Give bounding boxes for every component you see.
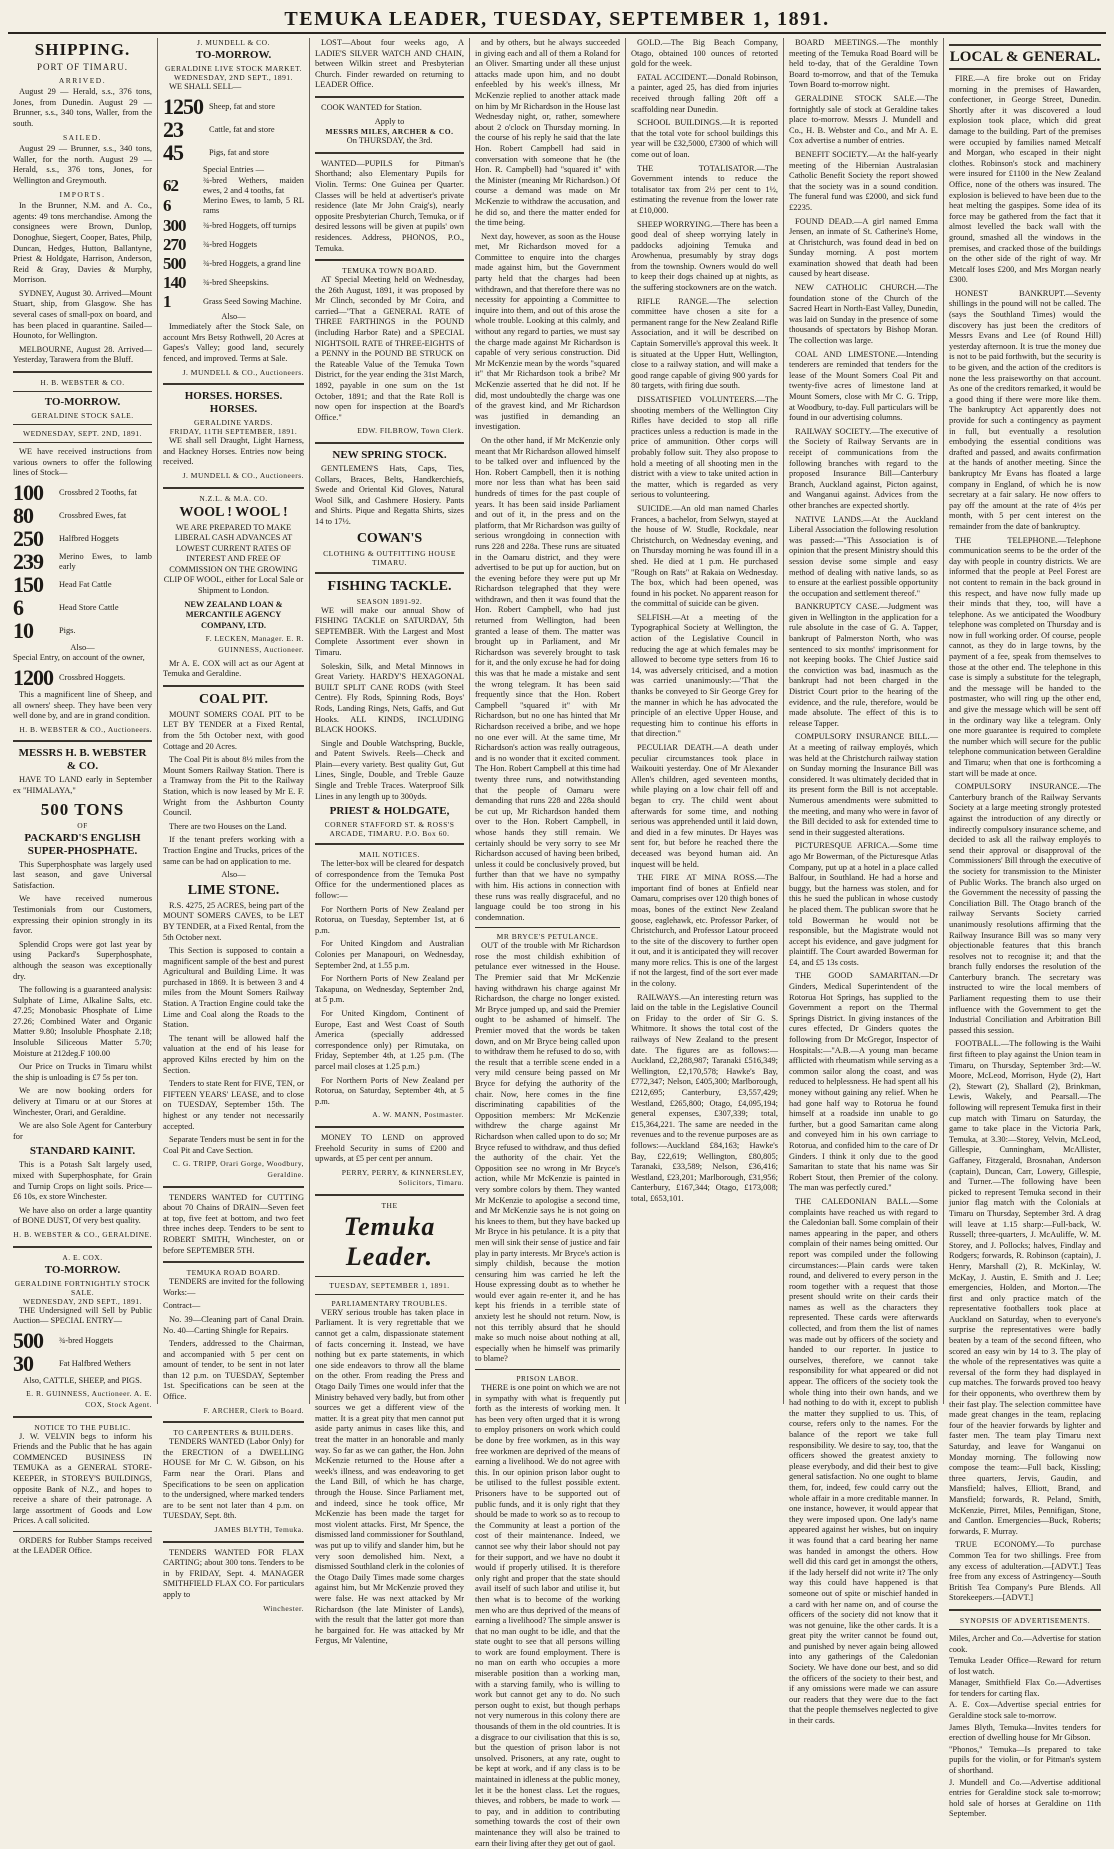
webster-intro: WE have received instructions from various owners to offer the following lines of Stock— [13, 447, 152, 478]
mundell-date: WEDNESDAY, 2ND SEPT., 1891. [174, 73, 293, 82]
fishing-firm: PRIEST & HOLDGATE, [329, 805, 450, 818]
sydney-text: SYDNEY, August 30. Arrived—Mount Stuart, ship, from Glasgow. She has several cases of small-pox on board, and has been placed in quarantine. Sailed—Hounoto, for Wellington. [13, 288, 152, 341]
mail-body6: For Northern Ports of New Zealand per Rotorua, on Saturday, September 4th, at 5 p.m. [315, 1075, 464, 1106]
lot-number: 1200 [13, 665, 53, 690]
road-board-head: TEMUKA ROAD BOARD. [186, 1268, 281, 1278]
local-caledonian: THE CALEDONIAN BALL.—Some complaints have reached us with regard to the Caledonian ball. Some complain of their names appearing in the paper, and others complain of their names being omitted. Our report was compiled under the following circumstances:—Plain cards were taken round, and delivered to every person in the room together with a request that those present should write on their cards their names as well as the characters they represented. These cards were afterwards collected, and from them the list of names was made out by officers of the society and handed to our reporter. In justice to ourselves, therefore, we cannot take responsibility for what appeared or did not appear. The officers of the society took the whole thing into their own hands, and we had nothing to do with it, except to publish the matter they supplied to us. This, of course, refers only to the names. For the balance of the report we take full responsibility. We desire to say, too, that the officers showed the greatest anxiety to please everybody, and did their best to give general satisfaction. No one ought to blame them, for, indeed, few could carry out the whole affair in a more creditable manner. In one instance, however, it would appear that they were imposed upon. One lady's name appeared against her wishes, but on inquiry it was found that a card bearing her name was handed in amongst the others. How well did this card get in amongst the others, if the lady herself did not write it? The only way this could have happened is that someone out of spite or mischief handed in a card with her name on, and of course the officers of the society did not know that it was not genuine, like the other cards. It is a great pity the writer cannot be found out, and punished by never again being allowed into any gatherings of the Caledonian Society. We have done our best, and so did the officers of the society to their best, and if any omissions were made we can assure our readers that they were due to the fact that the people themselves neglected to give in their cards. [789, 1196, 938, 1726]
coal-lime-notice: COAL AND LIMESTONE.—Intending tenderers are reminded that tenders for the lease of the Mount Somers Coal Pit and twenty-five acres of limestone land at Mount Somers, close with Mr C. G. Tripp, at Woodbury, to-day. Full particulars will be found in our advertising columns. [789, 349, 938, 423]
lime-body5: Separate Tenders must be sent in for the Coal Pit and Cave Section. [163, 1135, 304, 1155]
wool-firm: N.Z.L. & M.A. CO. [199, 493, 268, 503]
lot-desc: ¾-bred Hoggets [203, 239, 257, 249]
local-true-economy: TRUE ECONOMY.—To purchase Common Tea for two shillings. Free from any excess of adulteration.—[ADVT.] Teas free from any excess of Astringency—South British Tea Company's Pure Blends. All Storekeepers.—[ADVT.] [949, 1540, 1101, 1603]
mundell-signoff: J. MUNDELL & CO., Auctioneers. [182, 367, 304, 377]
divider [315, 152, 464, 154]
divider [475, 927, 620, 928]
divider [13, 424, 152, 425]
stock-lot [163, 196, 304, 215]
divider [163, 1421, 304, 1423]
horses-date: FRIDAY, 11TH SEPTEMBER, 1891. [169, 427, 298, 437]
masthead: TEMUKA LEADER, TUESDAY, SEPTEMBER 1, 1891. [8, 6, 1106, 34]
super-intro: HAVE TO LAND early in September ex "HIMALAYA," [13, 775, 152, 795]
local-suicide: SUICIDE.—An old man named Charles Frances, a bachelor, from Selwyn, stayed at the house of W. Studle, Rockdale, near Christchurch, on Wednesday evening, and on Thursday morning he was found ill in a shed. He died at 1 p.m. He purchased "Rough on Rats" at Rakaia on Wednesday. The box, which had been opened, was found in his pocket. No apparent reason for the committal of suicide can be given. [631, 503, 778, 609]
stock-lot [13, 617, 152, 643]
cook-firm: MESSRS MILES, ARCHER & CO. [325, 127, 454, 137]
fishing-body3: Single and Double Watchspring, Buckle, and Patent Swivels. Reels—Check and Plain—every variety. Best quality Gut, Gut Lines, Single, Double, and Treble Gauze Single and Treble Traces. Waterproof Silk Lines in any length up to 300yds. [315, 738, 464, 801]
money-to-lend: MONEY TO LEND on approved Freehold Security in sums of £200 and upwards, at £5 per cent per annum. [315, 1132, 464, 1164]
flax-tender: TENDERS WANTED FOR FLAX CARTING; about 300 tons. Tenders to be in by FRIDAY, Sept. 4. MANAGER SMITHFIELD FLAX CO. For particulars apply to [163, 1547, 304, 1599]
divider [163, 685, 304, 687]
lot-number: 10 [13, 617, 33, 643]
lime-signoff: C. G. TRIPP, Orari Gorge, Woodbury, Geraldine. [172, 1159, 304, 1179]
local-compulsory-ins: COMPULSORY INSURANCE.—The Canterbury branch of the Railway Servants Society at a large meeting strongly protested against the introduction of any directly or indirectly compulsory insurance scheme, and decided to ask all the railway employés to send their approval or disapproval of the Commissioners' Bill through the executive of the society for transmission to the Minister of Public Works. The branch also urged on the Government the necessity of passing the Conciliation Bill. The Otago branch of the railway Servants Society carried unanimously resolutions affirming that the Railway Insurance Bill was so many very objectionable features that this branch resolves not to recognise it; and that the branch fully endorses the resolution of the Canterbury branch. The secretary was instructed to wire the local members of Parliament requesting them to use their influence with the Government to get the Industrial Conciliation and Arbitration Bill passed this session. [949, 782, 1102, 1035]
column-6 [784, 38, 944, 1726]
lot-desc: ¾-bred Hoggets, off turnips [203, 220, 297, 230]
divider [949, 1609, 1101, 1611]
lot-number: 1250 [163, 93, 203, 119]
stock-lot [13, 479, 152, 505]
lot-desc: Crossbred Hoggets. [59, 673, 126, 683]
imports-text: In the Brunner, N.M. and A. Co., agents: 49 tons merchandise. Among the consignees were Brown, Dunlop, Donoghue, Siegert, Cooper, Bates, Philp, Duncan, Hedges, Hutton, Ballantyne, Priest & Holdgate, Harrison, Anderson, Reid & Gray, Davies & Murphy, Morrison. [13, 201, 152, 285]
stock-lot [13, 548, 152, 574]
sailed-label: SAILED. [62, 132, 103, 142]
cox-lots [13, 1327, 152, 1376]
mundell-land: Immediately after the Stock Sale, on account Mrs Betsy Rothwell, 20 Acres at Gapes's Valley; good land, securely fenced, and improved. Terms at Sale. [163, 322, 304, 363]
local-school: SCHOOL BUILDINGS.—It is reported that the total vote for school buildings this year will be £32,5000, £7300 of which will come out of loan. [631, 118, 778, 159]
local-picturesque: PICTURESQUE AFRICA.—Some time ago Mr Bowerman, of the Picturesque Atlas Company, put up at a hotel in a place called Balfour, in Southland. He had a horse and buggy, but the harness was stolen, and for this he sued the publican in whose custody he placed them. The publican swore that he told Bowerman he would not be responsible, but the Magistrate would not accept his evidence, and gave judgment for plaintiff. The Court awarded Bowerman for £4, and £5 13s costs. [789, 841, 938, 967]
horses-signoff: J. MUNDELL & CO., Auctioneers. [182, 470, 304, 480]
divider [315, 442, 464, 444]
new-church: NEW CATHOLIC CHURCH.—The foundation stone of the Church of the Sacred Heart in North-East Valley, Dunedin, was laid on Sunday in the presence of some thousands of spectators by Bishop Moran. The collection was large. [789, 283, 938, 346]
synopsis-item: Temuka Leader Office—Reward for return of lost watch. [949, 1656, 1101, 1676]
bryce-p1: OUT of the trouble with Mr Richardson rose the most childish exhibition of petulance ever witnessed in the House. The Premier said that Mr McKenzie having withdrawn his charge against Mr Richardson, the charge no longer existed. Mr Bryce jumped up, and said the Premier ought to be ashamed of himself. The Premier moved that the words be taken down, and on Mr Bryce being called upon to withdraw them he refused to do so, with the result that a terrible scene ended in a very mild censure being passed on Mr Bryce for defying the authority of the chair. Now, here comes in the fine discriminating capabilities of the Opposition members: Mr McKenzie withdrew the charge against Mr Richardson when called upon to do so; Mr Bryce refused to withdraw, and thus defied the authority of the chair. Yet the Opposition see no wrong in Mr Bryce's action, while Mr McKenzie is painted in very sombre colors by them. They wanted Mr McKenzie to apologise a second time, and Mr McKenzie says he is not going on his knees to them, but they have backed up Mr Bryce in his petulance. It is a pity that men will sink their sense of justice and fair play in party interests. Mr Bryce's action is simply childish, because the motion censuring him was carried he left the House expressing doubt as to whether he would ever again re-enter it, and he has kept his friends in a terrible state of anxiety lest he should not return. Now, is not this terribly absurd that he should make so much noise about nothing at all, especially when he himself was primarily to blame? [475, 941, 620, 1364]
fishing-body1: WE will make our annual Show of FISHING TACKLE on SATURDAY, 5th SEPTEMBER. With the Largest and Most Complete Assortment ever shown in Timaru. [315, 605, 464, 657]
lot-number: 45 [163, 139, 183, 165]
synopsis-item: Miles, Archer and Co.—Advertise for station cook. [949, 1633, 1101, 1654]
synopsis-item: "Phonos," Temuka—Is prepared to take pupils for the violin, or for Pitman's system of shorthand. [949, 1744, 1101, 1776]
local-fire-hawarden: FIRE.—A fire broke out on Friday morning in the premises of Hawarden, confectioner, in George Street, Dunedin. Shortly after it was discovered a loud explosion took place, which did great damage to the building. Part of the premises were occupied by families named Metcalf and Morgan, who escaped in their night clothes. Robinson's stock and machinery were insured for £1100 in the New Zealand Office, none of the others was insured. The explosion is believed to have been due to the heat melting the gaspipes. Some idea of its force may be gathered from the fact that it almost levelled the back wall with the ground, smashed all the windows in the premises, and cracked those of the buildings on the other side of the right of way. Mr Metcalf loses £200, and Mrs Morgan nearly £300. [949, 74, 1101, 285]
fishing-head: FISHING TACKLE. [327, 578, 452, 594]
local-dissatisfied: DISSATISFIED VOLUNTEERS.—The shooting members of the Wellington City Rifles have decided to stop all rifle practices unless a reduction is made in the price of ammunition. Other corps will probably follow suit. They also propose to hold a meeting of all shooting men in the district with a view to take united action in the matter, which is regarded as very serious to volunteering. [631, 395, 778, 500]
melbourne-text: MELBOURNE, August 28. Arrived—Yesterday, Tarawera from the Bluff. [13, 344, 152, 365]
divider [163, 1261, 304, 1263]
columns [8, 38, 1106, 1848]
lot-number: 30 [13, 1350, 33, 1376]
fishing-body2: Soleskin, Silk, and Metal Minnows in Great Variety. HARDY'S HEXAGONAL BUILT SPLIT CANE RODS (with Steel Centre). Fly Rods, Spinning Rods, Boys' Rods, Landing Rings, Nets, Gaffs, and Gut Hooks. ALL KINDS, INCLUDING BLACK HOOKS. [315, 661, 464, 735]
divider [315, 572, 464, 574]
lot-number: 300 [163, 215, 186, 235]
cox-also: Also, CATTLE, SHEEP, and PIGS. [23, 1375, 142, 1385]
lot-desc: ¾-bred Wethers, maiden ewes, 2 and 4 tooths, fat [203, 176, 304, 195]
synopsis-head: SYNOPSIS OF ADVERTISEMENTS. [959, 1615, 1091, 1625]
lost-watch: LOST—About four weeks ago, A LADIE'S SILVER WATCH AND CHAIN, between Wilkin street and Presbyterian Church. Finder rewarded on returning to LEADER Office. [315, 38, 464, 90]
cowan-firm-sub: CLOTHING & OUTFITTING HOUSE TIMARU. [323, 548, 456, 567]
lot-number: 500 [163, 253, 186, 273]
cox-head: TO-MORROW. [44, 1263, 121, 1276]
horses-body: WE shall sell Draught, Light Harness, and Hackney Horses. Entries now being received. [163, 436, 304, 467]
stock-lot [13, 525, 152, 551]
cowan-head: NEW SPRING STOCK. [332, 449, 447, 461]
lot-desc: Merino Ewes, to lamb early [59, 552, 152, 571]
divider [163, 1186, 304, 1188]
stock-lot [163, 93, 304, 119]
super-tons: 500 TONS [40, 799, 125, 819]
stock-lot [163, 293, 304, 311]
divider [163, 1541, 304, 1543]
stock-lot [163, 236, 304, 254]
lot-desc: Merino Ewes, to lamb, 5 RL rams [203, 196, 304, 215]
road-board-body: Tenders, addressed to the Chairman, and accompanied with 5 per cent on amount of tender, to be sent in not later than 12 p.m. on TUESDAY, September 1st. Specifications can be seen at the Office. [163, 1339, 304, 1402]
money-signoff: PERRY, PERRY, & KINNERSLEY, Solicitors, Timaru. [341, 1167, 464, 1188]
coal-also: Also— [221, 870, 246, 880]
rubber-stamps: ORDERS for Rubber Stamps received at the LEADER Office. [13, 1535, 152, 1556]
cox-sub: GERALDINE FORTNIGHTLY STOCK SALE. [14, 1278, 151, 1297]
found-dead: FOUND DEAD.—A girl named Emma Jensen, an inmate of St. Catherine's Home, at Christchurch, was found dead in bed on Sunday morning. A post mortem examination showed that death had been caused by heart disease. [789, 216, 938, 279]
lot-desc: ¾-bred Hoggets [59, 1335, 113, 1345]
cox-date: WEDNESDAY, 2ND SEPT., 1891. [23, 1296, 142, 1306]
mundell-special-label: Special Entries — [203, 164, 264, 174]
divider [315, 1126, 464, 1128]
divider [13, 442, 152, 443]
mail-body2: For Northern Ports of New Zealand per Rotorua, on Tuesday, September 1st, at 6 p.m. [315, 904, 464, 935]
super-body1: This Superphosphate was largely used last season, and gave Universal Satisfaction. [13, 859, 152, 890]
local-good-samaritan: THE GOOD SAMARITAN.—Dr Ginders, Medical Superintendent of the Rotorua Hot Springs, has supplied to the Government a report on the Thermal Springs District. In giving instances of the cures effected, Dr Ginders quotes the following from Dr McGregor, Inspector of Hospitals:—"A.B.—A young man became afflicted with rheumatism while serving as a common sailor along the coast, and was reduced to helplessness. He had spent all his money without gaining any relief. When he had gone half way to Rotorua he found himself at a roadside inn unable to go further, but a good Samaritan came along and conveyed him in his own carriage to Rotorua, and confided him to the care of Dr Ginders. I think it only due to the good Samaritan to state that his name was Sir Robert Stout, then Premier of the colony. The man was perfectly cured." [789, 971, 938, 1193]
divider [315, 843, 464, 845]
super-kainit: STANDARD KAINIT. [29, 1145, 136, 1158]
lot-number: 6 [13, 594, 23, 620]
divider [13, 740, 152, 742]
super-of: OF [77, 820, 88, 830]
divider [13, 1416, 152, 1418]
webster-special-lot [13, 667, 152, 689]
wool-agency: NEW ZEALAND LOAN & MERCANTILE AGENCY COMPANY, LTD. [184, 599, 283, 630]
webster-date: WEDNESDAY, SEPT. 2ND, 1891. [23, 429, 142, 439]
column-4 [470, 38, 626, 1848]
stock-lot [163, 176, 304, 195]
mundell-intro: WE SHALL SELL— [169, 82, 242, 91]
divider [315, 1194, 464, 1196]
mail-signoff: A. W. MANN, Postmaster. [372, 1110, 464, 1120]
cowan-firm: COWAN'S [356, 530, 423, 546]
bankruptcy-case: BANKRUPTCY CASE.—Judgment was given in Wellington in the application for a rule absolute in the case of G. A. Tapper, bankrupt of Palmerston North, who was sentenced to six months' imprisonment for not keeping books. The Chief Justice said the conviction was bad, inasmuch as the bankrupt had not been charged in the District Court prior to the hearing of the evidence, and the rule, therefore, would be made absolute. The effect of this is to release Tapper. [789, 602, 938, 728]
lime-body1: R.S. 4275, 25 ACRES, being part of the MOUNT SOMERS CAVES, to be LET BY TENDER, at a Fixed Rental, from the 5th October next. [163, 900, 304, 942]
wool-head: WOOL ! WOOL ! [179, 504, 288, 520]
road-board-items: No. 39—Cleaning part of Canal Drain. No. 40—Carting Shingle for Repairs. [163, 1314, 304, 1335]
notice-head: NOTICE TO THE PUBLIC. [34, 1422, 131, 1432]
sailed-text: August 29 — Brunner, s.s., 340 tons, Waller, for the north. August 29 — Herald, s.s., 376 tons, Jones, for Wellington and Greymouth. [13, 144, 152, 185]
fishing-season: SEASON 1891-92. [356, 596, 423, 606]
column-2 [158, 38, 310, 1613]
super-price: Our Price on Trucks in Timaru whilst the ship is unloading is £7 5s per ton. [13, 1062, 152, 1082]
carpenters-signoff: JAMES BLYTH, Temuka. [214, 1525, 304, 1534]
leader-the: THE [381, 1200, 398, 1210]
divider [475, 1369, 620, 1370]
horses-sub: GERALDINE YARDS. [194, 418, 273, 428]
lot-desc: ¾-bred Sheepskins. [203, 277, 269, 287]
lime-body2: This Section is supposed to contain a magnificent sample of the best and purest Agricultural and Building Lime. It was purchased in 1869. It is between 3 and 4 miles from the Mount Somers Railway Station. A Traction Engine could take the Lime and Coal along the Roads to the Station. [163, 946, 304, 1030]
stock-lot [163, 116, 304, 142]
local-railways: RAILWAYS.—An interesting return was laid on the table in the Legislative Council on Friday to the order of Sir G. S. Whitmore. It shows the total cost of the railways of New Zealand to the present date. The figures are as follows:—Auckland, £2,288,987; Taranaki £516,349; Wellington, £2,170,578; Hawke's Bay, £772,347; Nelson, £405,300; Marlborough, £212,695; Canterbury, £3,557,429; Westland, £265,800; Otago, £4,095,194; general expenses, £307,339; total, £15,364,221. The same are needed in the revenues and to the revenue purposes are as follows:—Auckland £84,163; Hawke's Bay, £22,619; Wellington, £80,805; Taranaki, £33,589; Nelson, £36,416; Westland, £23,201; Marlborough, £31,956; Canterbury, £167,344; Otago, £173,008; total, £653,101. [631, 992, 778, 1203]
lot-number: 1 [163, 291, 171, 311]
divider [315, 1294, 464, 1295]
benefit-society: BENEFIT SOCIETY.—At the half-yearly meeting of the Hibernian Australasian Catholic Benefit Society the report showed that the society was in a sound condition. The funeral fund was £2000, and sick fund £2235. [789, 149, 938, 212]
mundell-firm: J. MUNDELL & CO. [197, 38, 270, 47]
arrived-text: August 29 — Herald, s.s., 376 tons, Jones, from Dunedin. August 29 — Brunner, s.s., 340 tons, Waller, from the south. [13, 87, 152, 128]
road-board-contract: Contract— [163, 1301, 201, 1311]
mail-head: MAIL NOTICES. [359, 850, 420, 860]
lot-number: 6 [163, 195, 171, 215]
lot-desc: Crossbred 2 Tooths, fat [59, 488, 137, 498]
leader-name: Temuka Leader. [343, 1211, 436, 1271]
editorial-p1: VERY serious trouble has taken place in Parliament. It is very regrettable that we cannot get a calm, dispassionate statement of facts concerning it. Instead, we have nothing but ex parte statements, in which one side endeavors to throw all the blame on the other. From reading the Press and Otago Daily Times one would infer that the Ministry behaved very badly, but from other sources we get a different view of the matter. It is a great pity that men cannot put aside party animus in cases like this, and treat the matter in an honorable and manly way. So far as we can gather, the Hon. John McKenzie returned to the House after a week's illness, and was endeavoring to get the Land Bill, of which he has charge, through the House. Since Parliament met, and indeed, since he took office, Mr McKenzie has been made the target for most violent attacks. First, Mr Spence, the dismissed land commissioner for Southland, was put up to vilify and slander him, but he very soon demolished him. Next, a dismissed Southland clerk in the colonies of the Otago Daily Times made some charges against him, but Mr McKenzie proved they were false. He was next attacked by Mr Richardson (the late Minister of Lands), with the result that the latter got more than he bargained for. He was attacked by Mr Fergus, Mr Valentine, [315, 1307, 464, 1646]
mundell-special-lots [163, 176, 304, 310]
webster-sub: GERALDINE STOCK SALE. [31, 411, 134, 421]
divider [13, 1246, 152, 1248]
mundell-lots [163, 93, 304, 165]
lot-number: 100 [13, 479, 43, 505]
lot-number: 62 [163, 175, 178, 195]
column-7 [944, 38, 1106, 1819]
divider [315, 96, 464, 98]
local-honest: HONEST BANKRUPT.—Seventy shillings in the pound will not be called. The (says the Southland Times) would the discovery has just been the creditors of Messrs Evans and Lee (of Round Hill) yesterday afternoon. It is true the money due is not to be paid forthwith, but the security is to be given, and the action of the creditors is none the less praiseworthy on that account. As one of the creditors remarked, it would be a good thing if there were more like them. The bankruptcy Act apparently does not provide for such a contingency as payment in full, but eventually a resolution embodying the essential conditions was drafted and passed, and awaits confirmation at the hands of another meeting. Since the bankruptcy Mr Evans has floated a large company in England, of which he is now secretary at a fair salary. He now offers to pay off the amount at the rate of 4½s per month, with 5 per cent interest on the remainder from the date of bankruptcy. [949, 288, 1101, 531]
stock-lot [163, 139, 304, 165]
editorial-p4: On the other hand, if Mr McKenzie only meant that Mr Richardson allowed himself to be talked over and influenced by the Hon. Robert Campbell, then it is nothing more nor less than what has been said hundreds of times for the past couple of years. It has been said inside Parliament and out of it, in the press and on the platform, that Mr Richardson was guilty of serious wrongdoing in connection with runs 228 and 228a. These runs are situated in the Oamaru district, and they were advertised to be put up for auction, but on the evening before they were put up Mr Richardson telegraphed that they were withdrawn, and then it was found that the Hon. Robert Campbell, who had just returned from Wellington, had been granted a lease of them. The matter was brought up in Parliament, and Mr Richardson was severely brought to task for it, and the only excuse he had for doing this was that he made a mistake and sent the wrong telegram. It has been said frequently since that the Hon. Robert Campbell "squared it" with Mr Richardson, but no one has hinted that Mr Richardson received a bribe, and we hope no one ever will. At the same time, Mr Richardson's action was really outrageous, and is no wonder that it excited comment. The Hon. Robert Campbell at this time had twenty three runs, and notwithstanding that the people of Oamaru were demanding that runs 228 and 228a should be cut up, Mr Richardson handed them over to the Hon. Robert Campbell, in whose hands they still remain. We certainly should be very sorry to see Mr Richardson accused of having been bribed, unless it could be conclusively proved, but further than that we have no sympathy with him. His actions in connection with these runs was really disgraceful, and no language could be too strong in his condemnation. [475, 435, 620, 922]
mundell-sub: GERALDINE LIVE STOCK MARKET. [164, 64, 303, 73]
town-board-head: TEMUKA TOWN BOARD. [342, 266, 437, 276]
coal-head: COAL PIT. [199, 691, 268, 707]
drain-tender: TENDERS WANTED for CUTTING about 70 Chains of DRAIN—Seven feet at top, five feet at bottom, and two feet three inches deep. Tenders to be sent to ROBERT SMITH, Winchester, on or before SEPTEMBER 5TH. [163, 1192, 304, 1255]
lot-desc: Crossbred Ewes, fat [59, 511, 127, 521]
mail-body4: For Northern Ports of New Zealand per Takapuna, on Wednesday, September 2nd, at 5 p.m. [315, 974, 464, 1005]
wool-signoff: F. LECKEN, Manager. E. R. GUINNESS, Auctioneer. [205, 634, 304, 655]
native-lands: NATIVE LANDS.—At the Auckland Liberal Association the following resolution was passed:—"This Association is of opinion that the present Ministry should this session devise some simple and easy method of dealing with native lands, so as to ensure at the earliest possible opportunity the occupation and settlement thereof." [789, 514, 938, 598]
webster-head: TO-MORROW. [44, 396, 121, 409]
stock-lot [163, 274, 304, 292]
lot-number: 250 [13, 525, 43, 551]
mundell-also: Also— [221, 311, 246, 321]
flax-signoff: Winchester. [263, 1603, 304, 1613]
super-body3: Splendid Crops were got last year by using Packard's Superphosphate, although the season was exceptionally dry. [13, 939, 152, 981]
stock-lot [13, 571, 152, 597]
synopsis-item: J. Mundell and Co.—Advertise additional entries for Geraldine stock sale to-morrow; hold sale of horses at Geraldine on 11th September. [949, 1777, 1101, 1819]
geraldine-stock: GERALDINE STOCK SALE.—The fortnightly sale of stock at Geraldine takes place to-morrow. Messrs J. Mundell and Co., H. B. Webster and Co., and Mr A. E. Cox advertise a number of entries. [789, 93, 938, 146]
lime-head: LIME STONE. [187, 882, 280, 898]
cox-intro: THE Undersigned will Sell by Public Auction— SPECIAL ENTRY— [13, 1305, 152, 1326]
lot-number: 140 [163, 272, 186, 292]
stock-lot [13, 594, 152, 620]
local-football: FOOTBALL.—The following is the Waihi first fifteen to play against the Union team in Timaru, on Thursday, September 3rd:—W. Moore, McLeod, Morrison, Hyde (2), Hart (2), Stewart (2), Shallard (2), Brinkman, Lewis, Wakely, and Pearsall.—The following will represent Temuka first in their cup match with Timaru on Saturday, the game to take place in the Victoria Park, Temuka, at 3.30:—Storey, Velvin, McLeod, Gillespie, Cunningham, McAllister, Gaffaney, Fitzgerald, Brosnahan, Anderson (captain), Duncan, Carr, Lowery, Gillespie, and Turner.—The following have been picked to represent Temuka second in their junior flag match with the Colonials at Timaru on Thursday, September 3rd. A drag will leave at 1.15 sharp:—Full-back, W. Russell; three-quarters, J. McAuliffe, W. M. Storey, and J. Pollocks; halves, Findlay and Rodgers; forwards, R. Robinson (captain), J. Henry, Marshall (2), R. McKinlay, W. McKay, J. Austin, E. Smith and J. Lee; emergencies, Holden, and Morton.—The first and only practice match of the representative footballers took place at Auckland on Saturday, when to everyone's surprise the representatives were badly beaten by a team of the second fifteen, who scored an easy win by 14 to 3. The play of the whole of the representatives was quite a reversal of the form they had displayed in cup matches. The forwards proved too heavy for their opponents, who overthrew them by their fast play. The selection committee have made great changes in the team, replacing four of the heavier forwards by lighter and faster men. The team play Timaru next Saturday, and leave for Wanganui on Monday morning. The following now compose the team:—Full back, Kissling; three quarters, Jervis, Gaudin, and Mansfield; halves, Elliott, Brand, and Mansfield; forwards, R. Peland, Smith, McKenzie, Pirret, Miles, Pennifigan, Stone, and Cantlon. Emergencies—Buck, Roberts; forwards, F. Murray. [949, 1039, 1101, 1536]
imports-label: IMPORTS. [59, 189, 106, 199]
town-board-signoff: EDW. FILBROW, Town Clerk. [357, 426, 464, 436]
railway-society: RAILWAY SOCIETY.—The executive of the Society of Railway Servants are in receipt of communications from the following branches with regard to the proposed Insurance Bill—Canterbury Branch, Auckland against, Picton against, and Wanganui against. Advices from the other branches are expected shortly. [789, 426, 938, 510]
coal-body2: The Coal Pit is about 8½ miles from the Mount Somers Railway Station. There is a Tramway from the Pit to the Railway Station, which is now leased by Mr E. F. Wright from the Ashburton County Council. [163, 755, 304, 818]
divider [163, 383, 304, 385]
compulsory-bill: COMPULSORY INSURANCE BILL.—At a meeting of railway employés, which was held at the Christchurch railway station on Sunday morning the Insurance Bill was considered. It was ultimately decided that in its present form the Bill is not acceptable. Numerous amendments were submitted to the meeting, and many who were in favor of the Bill decided to ask for extended time to send in their suggested alterations. [789, 732, 938, 837]
lot-desc: Pigs. [59, 626, 76, 636]
leader-date: TUESDAY, SEPTEMBER 1, 1891. [329, 1280, 450, 1290]
synopsis-item: A. E. Cox—Advertise special entries for Geraldine stock sale to-morrow. [949, 1700, 1101, 1721]
lot-number: 150 [13, 571, 43, 597]
super-orders: We are now booking orders for delivery at Timaru or at our Stores at Winchester, Orari, and Geraldine. [13, 1086, 152, 1117]
super-signoff: H. B. WEBSTER & CO., GERALDINE. [13, 1229, 152, 1239]
mail-body3: For United Kingdom and Australian Colonies per Manapouri, on Wednesday, September 2nd, at 1.55 p.m. [315, 939, 464, 970]
editorial-head: PARLIAMENTARY TROUBLES. [331, 1298, 448, 1308]
carpenters-body: TENDERS WANTED (Labor Only) for the ERECTION of a DWELLING HOUSE for Mr C. W. Gibson, on his Farm near the Orari. Plans and Specifications to be seen on application to the undersigned, where marked tenders are to be sent not later than 4 p.m. on TUESDAY, Sept. 8th. [163, 1437, 304, 1521]
road-board-signoff: F. ARCHER, Clerk to Board. [203, 1405, 304, 1415]
divider [315, 1276, 464, 1277]
lot-desc: Pigs, fat and store [209, 147, 270, 157]
mail-body1: The letter-box will be cleared for despatch of correspondence from the Temuka Post Office for the undermentioned places as follow:— [315, 859, 464, 901]
local-fatal: FATAL ACCIDENT.—Donald Robinson, a painter, aged 25, has died from injuries received through falling 20ft off a scaffolding near Dunedin. [631, 72, 778, 114]
local-sheep: SHEEP WORRYING.—There has been a good deal of sheep worrying lately in paddocks adjoining Temuka and Arowhenua, presumably by stray dogs from the township. Owners would do well to keep their dogs chained up at nights, as the suffering stockowners are on the watch. [631, 219, 778, 293]
stock-lot [13, 1350, 152, 1376]
lot-number: 270 [163, 234, 186, 254]
super-body2: We have received numerous Testimonials from our Customers, expressing their opinion strongly in its favor. [13, 894, 152, 936]
webster-firm: H. B. WEBSTER & CO. [40, 378, 125, 388]
stock-lot [163, 255, 304, 273]
shipping-title: SHIPPING. [34, 40, 131, 59]
stock-lot [13, 1327, 152, 1353]
wool-agent: Mr A. E. COX will act as our Agent at Temuka and Geraldine. [163, 658, 304, 679]
shipping-port: PORT OF TIMARU. [37, 62, 128, 72]
synopsis-list [949, 1634, 1101, 1820]
editorial-p3: Next day, however, as soon as the House met, Mr Richardson moved for a Committee to enquire into the charges made against him, but the Government party held that the charges had been withdrawn, and that therefore there was no necessity for appointing a Committee to inquire into them, and out of this arose the whole trouble. Looking at this calmly, and without any regard to parties, we must say the charge made against Mr Richardson is capable of very serious construction. Did Mr McKenzie mean by the words "squared it" that Mr Richardson took a bribe? Mr McKenzie asserted that he did not. If he did, most undoubtedly the charge was one of the gravest kind, and Mr Richardson was justified in demanding an investigation. [475, 231, 620, 432]
lime-body3: The tenant will be allowed half the valuation at the end of his lease for approved Kilns erected by him on the Section. [163, 1033, 304, 1075]
cook-wanted: COOK WANTED for Station. [321, 102, 422, 112]
pupils-wanted: WANTED—PUPILS for Pitman's Shorthand; also Elementary Pupils for Violin. Terms: One Guinea per Quarter. Classes will be held at advertiser's private residence (late Mr John Craig's), nearly opposite Presbyterian Church, Temuka, or if desired lessons will be given at pupils' own residences. Address, PHONOS, P.O., Temuka. [315, 158, 464, 253]
cook-date: On THURSDAY, the 3rd. [346, 136, 433, 146]
lot-number: 80 [13, 502, 33, 528]
horses-head: HORSES. HORSES. HORSES. [184, 390, 283, 416]
synopsis-item: James Blyth, Temuka—Invites tenders for erection of dwelling house for Mr Gibson. [949, 1722, 1101, 1743]
divider [163, 487, 304, 489]
lot-desc: Sheep, fat and store [209, 101, 276, 111]
prison-p1: THERE is one point on which we are not in sympathy with what is frequently put forth as the interests of working men. It has been very often urged that it is wrong to employ prisoners on work which could be done by free workmen, as in this way free workmen are deprived of the means of earning a livelihood. We do not agree with this. In our opinion prison labor ought to be utilised to the fullest possible extent. Prisoners have to be supported out of public funds, and it is only right that they should be made to work so as to recoup to the Community at least a portion of the cost of their maintenance. Indeed, we cannot see why their labor should not pay for their support, and we have no doubt it would if properly utilised. It is therefore only right and proper that the state should avail itself of such labor and utilise it, but then what is to become of the working men who are thus deprived of the means of earning a livelihood? The simple answer is that no man ought to be idle, and that the state ought to see that all persons willing to work are found employment. There is no man on earth who occupies a more miserable position than a working man, with a starving family, who is willing to work but cannot get any to do. No such person ought to exist, but though perhaps not very numerous in this colony there are thousands of them in the old countries. It is a disgrace to our civilisation that this is so, but the question of prison labor is not unsolved. Prisoners, at any rate, ought to be kept at work, and if any class is to be maintained in idleness at the public money, let it be the honest class. Let the rogues, thieves, and robbers, be made to work — to pay, and in addition to contributing something towards the cost of their own maintenance they will also be trained to earn their living after they get out of gaol. [475, 1383, 620, 1848]
column-5 [626, 38, 784, 1404]
lot-desc: ¾-bred Hoggets, a grand line [203, 258, 301, 268]
lot-number: 500 [13, 1327, 43, 1353]
editorial-p2: and by others, but he always succeeded in giving each and all of them a Roland for an Oliver. Smarting under all these unjust attacks made upon him, and no doubt enfeebled by his week's illness, Mr McKenzie replied to another attack made on him by Mr Richardson in the House last Wednesday night, or, rather, somewhere about 2 o'clock on Thursday morning. In the course of his reply he said that the late Hon. Robert Campbell had said in conversation with someone that he (the Hon. R. Campbell) had "squared it" with the Minister (meaning Mr Richardson.) Of course a demand was made on Mr McKenzie to withdraw the accusation, and he did so, and there the matter ended for the time being. [475, 38, 620, 228]
board-meetings: BOARD MEETINGS.—The monthly meeting of the Temuka Road Board will be held to-day, that of the Geraldine Town Board to-morrow, and that of the Temuka Town Board to-morrow night. [789, 38, 938, 90]
local-peculiar: PECULIAR DEATH.—A death under peculiar circumstances took place in Waikouiti yesterday. One of Mr Alexander Allen's children, aged seventeen months, while playing on a low chair fell off and began to cry. The child went about afterwards for some time, and nothing serious was apprehended until it laid down, and died in a few minutes. Dr Hayes was sent for, but before he reached there the deceased was beyond human aid. An inquest will be held. [631, 743, 778, 869]
lot-number: 239 [13, 548, 43, 574]
divider [315, 259, 464, 261]
local-fire-enfield: THE FIRE AT MINA ROSS.—The important find of bones at Enfield near Oamaru, comprises over 120 thigh bones of moas, bones of the extinct New Zealand goose, eaglehawk, etc. Professor Parker, of Christchurch, and Professor Latour proceed to the site of the discovery to further open it out, and it is anticipated they will recover many more relics. This is one of the largest if not the largest, find of the sort ever made in the colony. [631, 873, 778, 989]
town-board-body: AT Special Meeting held on Wednesday, the 26th August, 1891, it was proposed by Mr Clinch, seconded by Mr Coira, and carried—"That a GENERAL RATE of THREE FARTHINGS in the POUND (including Harbor Rate) and a SPECIAL NIGHTSOIL RATE of THREE-EIGHTS of a PENNY in the POUND BE STRUCK on the Rateable Value of the Temuka Town District, for the year ending the 31st March, 1892, payable in one sum on the 1st October, 1891; and that the Rate Roll is now open for inspection at the Board's Office." [315, 275, 464, 422]
coal-body3: There are two Houses on the Land. [169, 821, 287, 831]
local-selfish: SELFISH.—At a meeting of the Typographical Society at Wellington, the action of the Legislative Council in reducing the age at which females may be allowed to become type setters from 16 to 14, was adversely criticised, and a motion was carried unanimously:—"That the thanks be conveyed to Sir George Grey for the manner in which he has advocated the principle of an elective Upper House, and requesting him to continue his efforts in that direction." [631, 612, 778, 739]
mail-body5: For United Kingdom, Continent of Europe, East and West Coast of South America (specially addressed correspondence only) per Rimutaka, on Friday, September 4th, at 1.25 p.m. (The parcel mail closes at 1.25 p.m.) [315, 1008, 464, 1071]
cox-firm: A. E. COX. [62, 1252, 103, 1262]
divider [949, 1629, 1101, 1630]
lot-desc: Grass Seed Sowing Machine. [203, 296, 302, 306]
notice-body: J. W. VELVIN begs to inform his Friends and the Public that he has again COMMENCED BUSINESS IN TEMUKA as a GENERAL STORE-KEEPER, in STOREY'S BUILDINGS, opposite Bank of N.Z., and hopes to receive a share of their patronage. A large assortment of Goods and Low Prices. A call solicited. [13, 1431, 152, 1526]
local-general-head: LOCAL & GENERAL. [949, 44, 1101, 70]
webster-lots [13, 479, 152, 643]
arrived-label: ARRIVED. [58, 75, 107, 85]
fishing-address: CORNER STAFFORD ST. & ROSS'S ARCADE, TIMARU. P.O. Box 60. [324, 820, 455, 839]
synopsis-item: Manager, Smithfield Flax Co.—Advertises for tenders for carting flax. [949, 1678, 1101, 1698]
super-bone: We have also on order a large quantity of BONE DUST, Of very best quality. [13, 1205, 152, 1226]
divider [13, 391, 152, 392]
column-3 [310, 38, 470, 1646]
divider [13, 371, 152, 373]
super-kainit-body: This is a Potash Salt largely used, mixed with Superphosphate, for Grain and Turnip Crops on light soils. Price—£6 10s, ex store Winchester. [13, 1160, 152, 1202]
local-rifle: RIFLE RANGE.—The selection committee have chosen a site for a permanent range for the New Zealand Rifle Association, and it will be described on Captain Somerville's approval this week. It is situated at the Upper Hutt, Wellington, close to a railway station, and will make a good range capable of giving 900 yards for 80 targets, with firing due south. [631, 296, 778, 391]
road-board-intro: TENDERS are invited for the following Works:— [163, 1277, 304, 1297]
super-firm: MESSRS H. B. WEBSTER & CO. [18, 747, 147, 773]
wool-body: WE ARE PREPARED TO MAKE LIBERAL CASH ADVANCES AT LOWEST CURRENT RATES OF INTEREST AND FREE OF COMMISSION ON THE GROWING CLIP OF WOOL, either for Local Sale or Shipment to London. [163, 522, 304, 596]
cowan-body: GENTLEMEN'S Hats, Caps, Ties, Collars, Braces, Belts, Handkerchiefs, Swede and Oriental Kid Gloves, Natural Wool Silk, and Cashmere Hosiery. Pants and Shirts. Pique and Regatta Shirts, sizes 14 to 17½. [315, 464, 464, 526]
super-analysis: The following is a guaranteed analysis: Sulphate of Lime, Alkaline Salts, etc. 47.25; Monobasic Phosphate of Lime 27.26; Combined Water and Organic Matter 9.80; Insoluble Phosphate 2.18; Insoluble Siliceous Matter 5.70; Moisture at 212deg.F 100.00 [13, 985, 152, 1058]
webster-also: Also— [70, 642, 95, 652]
lot-desc: Cattle, fat and store [209, 124, 275, 134]
mundell-head: TO-MORROW. [195, 49, 272, 61]
local-totalisator: THE TOTALISATOR.—The Government intends to reduce the totalisator tax from 2½ per cent to 1½, estimating the revenue from the lower rate at £10,000. [631, 163, 778, 215]
cook-apply: Apply to [374, 116, 405, 126]
webster-special: Special Entry, on account of the owner, [13, 653, 145, 663]
webster-signoff: H. B. WEBSTER & CO., Auctioneers. [19, 724, 152, 734]
lime-body4: Tenders to state Rent for FIVE, TEN, or FIFTEEN YEARS' LEASE, and to close on TUESDAY, September 15th. The highest or any tender not necessarily accepted. [163, 1079, 304, 1131]
divider [13, 1531, 152, 1532]
column-1 [8, 38, 158, 1556]
local-telephone: THE TELEPHONE.—Telephone communication seems to be the order of the day with people in country districts. We are informed that the people at Peel Forest are not content to remain in the back ground in this respect, and have now fully made up their minds that they, too, will have a telephone. As we anticipated the Woodbury telephone was completed on Thursday and is now in full working order. Of course, people cannot, as they do in large towns, by the payment of a fee, speak from themselves to those at the other end. The telephone in this case is simply a substitute for the telegraph, and the message will be handed to the postmaster, who will ring up the other end, and give the message which will be sent off in the ordinary way like a telegram. Only one more guarantee is required to complete the number which will secure for the public telephone communication between Geraldine and Timaru; when that one is forthcoming a start will be made at once. [949, 535, 1101, 778]
stock-lot [13, 502, 152, 528]
stock-lot [163, 217, 304, 235]
lot-desc: Halfbred Hoggets [59, 534, 119, 544]
lot-desc: Fat Halfbred Wethers [59, 1358, 131, 1368]
cox-signoff: E. R. GUINNESS, Auctioneer. A. E. COX, Stock Agent. [26, 1389, 152, 1409]
carpenters-head: TO CARPENTERS & BUILDERS. [173, 1428, 294, 1438]
local-gold: GOLD.—The Big Beach Company, Otago, obtained 100 ounces of retorted gold for the week. [631, 38, 778, 69]
bryce-head: MR BRYCE'S PETULANCE. [496, 932, 599, 942]
lot-desc: Head Store Cattle [59, 603, 119, 613]
super-kainit-intro: We are also Sole Agent for Canterbury for [13, 1121, 152, 1141]
super-product: PACKARD'S ENGLISH SUPER-PHOSPHATE. [24, 831, 141, 857]
coal-body1: MOUNT SOMERS COAL PIT to be LET BY TENDER at a Fixed Rental, from the 5th October next, with good Cottage and 20 Acres. [163, 709, 304, 751]
lot-number: 23 [163, 116, 183, 142]
webster-note: This a magnificent line of Sheep, and all owners' sheep. They have been very well done by, and are in grand condition. [13, 690, 152, 721]
lot-desc: Head Fat Cattle [59, 580, 112, 590]
coal-body4: If the tenant prefers working with a Traction Engine and Trucks, prices of the same can be had on application to me. [163, 835, 304, 866]
prison-head: PRISON LABOR. [516, 1374, 579, 1384]
